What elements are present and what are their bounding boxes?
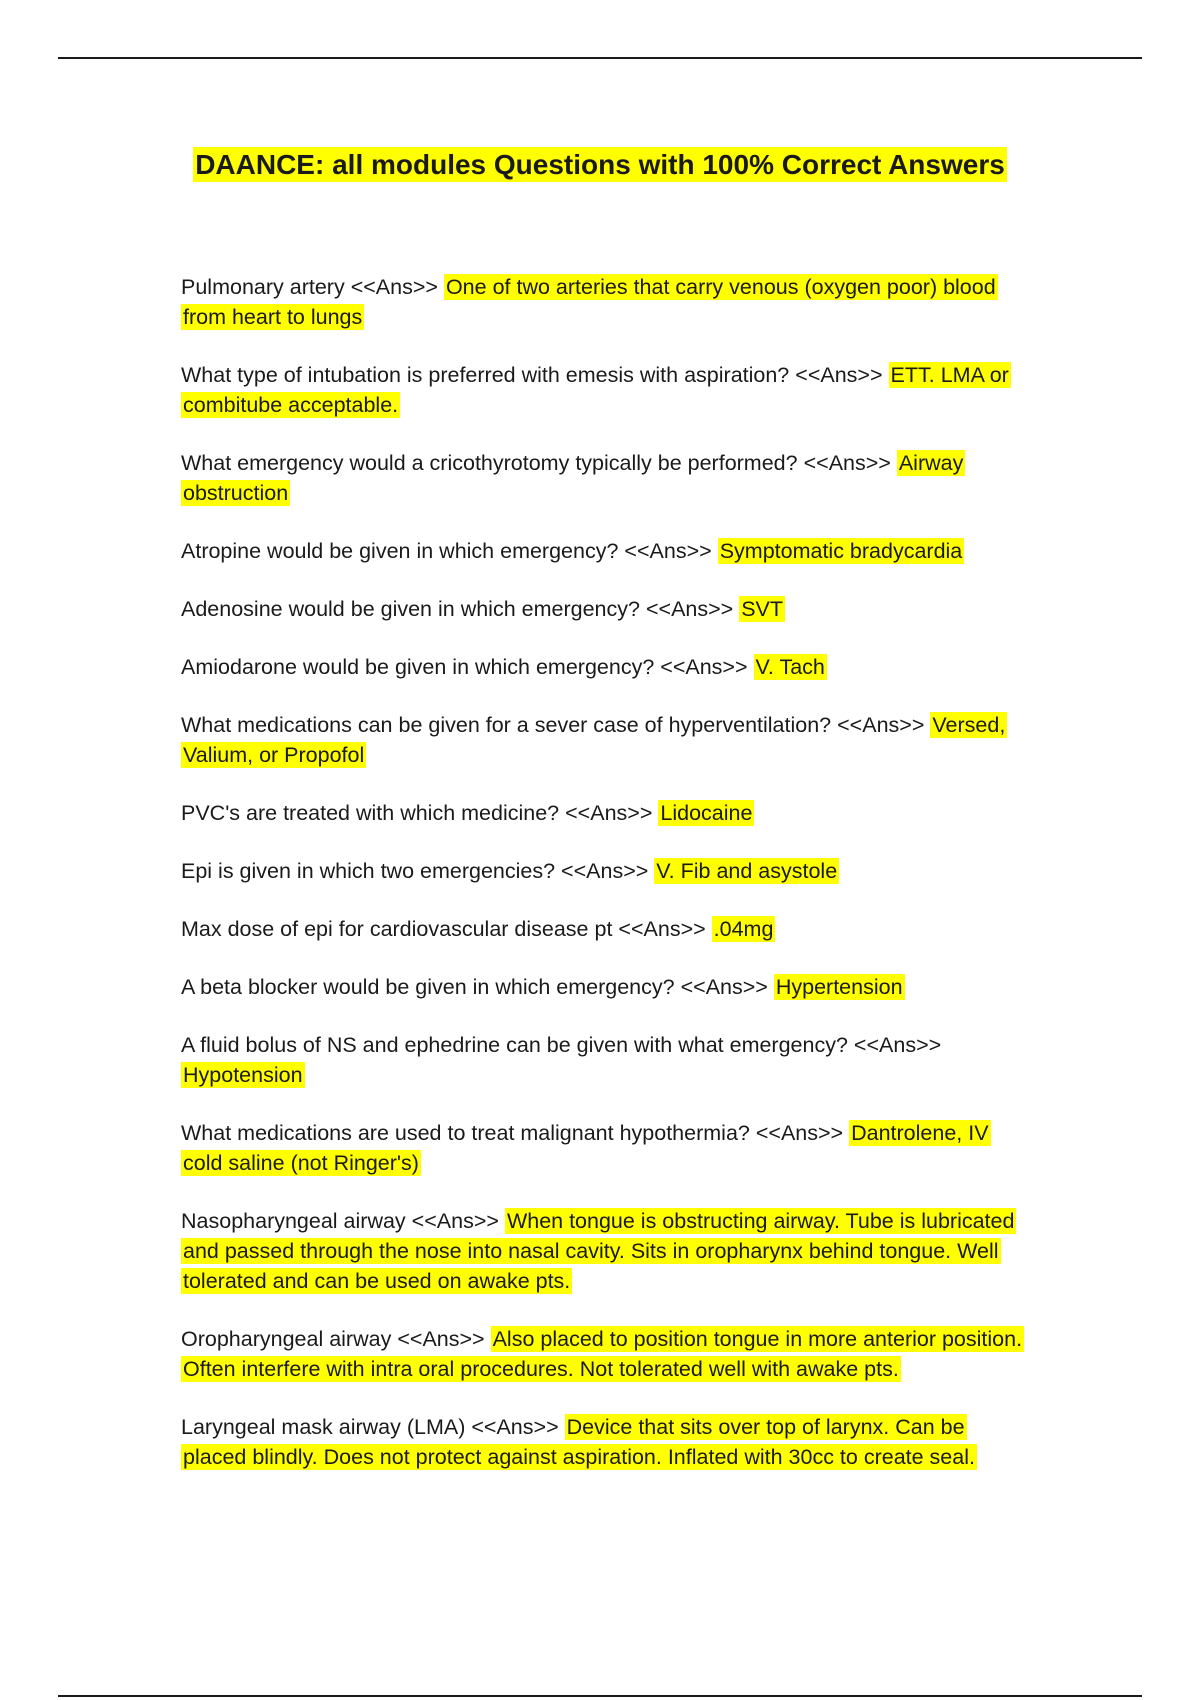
qa-item <box>181 972 1031 1002</box>
answer-text: V. Fib and asystole <box>656 859 838 883</box>
answer-text: Device that sits over top of larynx. Can be placed blindly. Does not protect against aspiration. Inflated with 30cc to create seal. <box>183 1415 975 1469</box>
qa-item <box>181 360 1031 420</box>
question-text: Adenosine would be given in which emergency? <box>181 597 640 621</box>
answer-separator: <<Ans>> <box>471 1415 559 1439</box>
question-text: What medications can be given for a sever case of hyperventilation? <box>181 713 832 737</box>
question-text: Oropharyngeal airway <box>181 1327 392 1351</box>
answer-text: .04mg <box>713 917 774 941</box>
question-text: A beta blocker would be given in which emergency? <box>181 975 675 999</box>
qa-item <box>181 1118 1031 1178</box>
qa-item <box>181 272 1031 332</box>
top-rule <box>58 57 1142 59</box>
answer-text: Lidocaine <box>660 801 753 825</box>
question-text: Amiodarone would be given in which emergency? <box>181 655 655 679</box>
answer-separator: <<Ans>> <box>411 1209 499 1233</box>
answer-separator: <<Ans>> <box>397 1327 485 1351</box>
document-title <box>0 146 1200 184</box>
answer-separator: <<Ans>> <box>803 451 891 475</box>
question-text: Nasopharyngeal airway <box>181 1209 406 1233</box>
answer-text: Dantrolene, IV cold saline (not Ringer's) <box>183 1121 989 1175</box>
qa-item <box>181 1412 1031 1472</box>
bottom-rule <box>58 1695 1142 1697</box>
question-text: Max dose of epi for cardiovascular disease pt <box>181 917 613 941</box>
answer-text: Symptomatic bradycardia <box>719 539 963 563</box>
qa-item <box>181 594 1031 624</box>
question-text: What type of intubation is preferred with emesis with aspiration? <box>181 363 790 387</box>
answer-separator: <<Ans>> <box>565 801 653 825</box>
answer-text: SVT <box>741 597 784 621</box>
qa-item <box>181 856 1031 886</box>
answer-text: Airway obstruction <box>183 451 964 505</box>
question-text: Laryngeal mask airway (LMA) <box>181 1415 466 1439</box>
qa-item <box>181 1206 1031 1296</box>
answer-separator: <<Ans>> <box>795 363 883 387</box>
answer-separator: <<Ans>> <box>853 1033 942 1057</box>
qa-list <box>181 272 1031 1500</box>
qa-item <box>181 710 1031 770</box>
question-text: What medications are used to treat malignant hypothermia? <box>181 1121 750 1145</box>
question-text: Epi is given in which two emergencies? <box>181 859 556 883</box>
qa-item <box>181 1324 1031 1384</box>
qa-item <box>181 536 1031 566</box>
answer-separator: <<Ans>> <box>645 597 734 621</box>
question-text: Pulmonary artery <box>181 275 345 299</box>
qa-item <box>181 914 1031 944</box>
document-title-text: DAANCE: all modules Questions with 100% Correct Answers <box>195 149 1005 180</box>
answer-text: One of two arteries that carry venous (oxygen poor) blood from heart to lungs <box>183 275 996 329</box>
answer-separator: <<Ans>> <box>680 975 768 999</box>
qa-item <box>181 1030 1031 1090</box>
answer-separator: <<Ans>> <box>755 1121 844 1145</box>
question-text: Atropine would be given in which emergency? <box>181 539 619 563</box>
answer-separator: <<Ans>> <box>837 713 925 737</box>
answer-text: Hypotension <box>183 1063 303 1087</box>
answer-separator: <<Ans>> <box>350 275 438 299</box>
answer-text: When tongue is obstructing airway. Tube is lubricated and passed through the nose into nasal cavity. Sits in oropharynx behind tongue. Well tolerated and can be used on awake pts. <box>183 1209 1015 1293</box>
answer-text: Versed, Valium, or Propofol <box>183 713 1006 767</box>
answer-separator: <<Ans>> <box>624 539 712 563</box>
answer-separator: <<Ans>> <box>561 859 649 883</box>
answer-text: Hypertension <box>775 975 903 999</box>
qa-item <box>181 448 1031 508</box>
qa-item <box>181 652 1031 682</box>
question-text: PVC's are treated with which medicine? <box>181 801 560 825</box>
question-text: A fluid bolus of NS and ephedrine can be given with what emergency? <box>181 1033 848 1057</box>
answer-text: Also placed to position tongue in more anterior position. Often interfere with intra oral procedures. Not tolerated well with awake pts. <box>183 1327 1023 1381</box>
answer-text: ETT. LMA or combitube acceptable. <box>183 363 1009 417</box>
qa-item <box>181 798 1031 828</box>
answer-separator: <<Ans>> <box>660 655 748 679</box>
answer-separator: <<Ans>> <box>618 917 706 941</box>
question-text: What emergency would a cricothyrotomy typically be performed? <box>181 451 798 475</box>
answer-text: V. Tach <box>755 655 825 679</box>
